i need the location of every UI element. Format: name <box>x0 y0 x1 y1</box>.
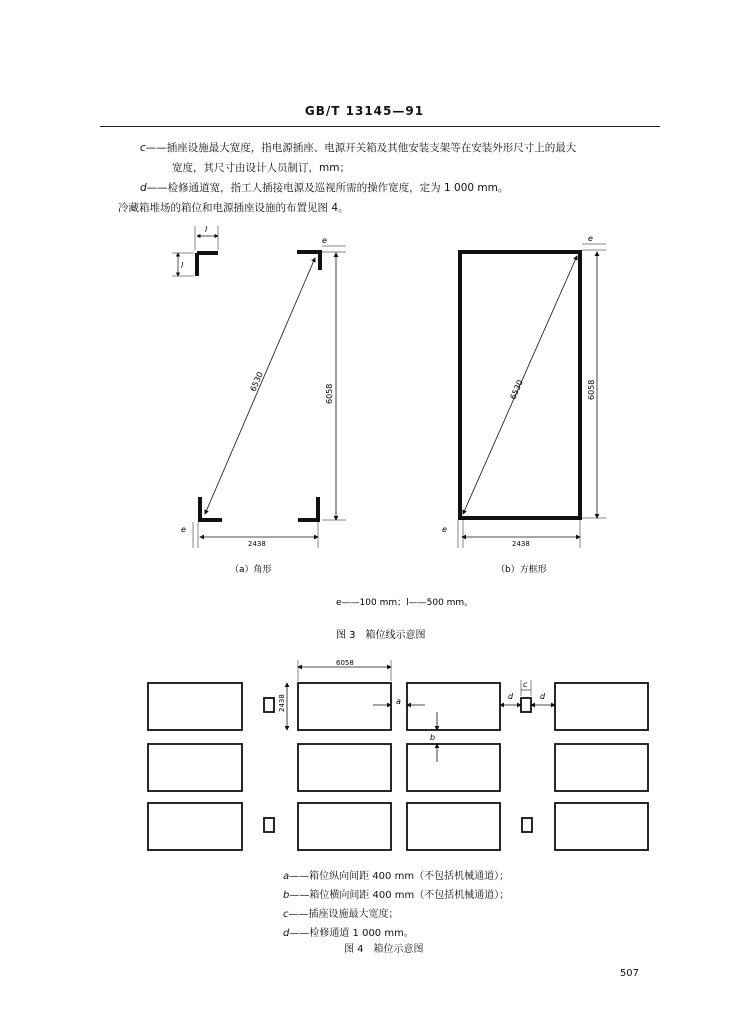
slot-r2c3 <box>407 744 500 791</box>
def-c-text-2: 宽度，其尺寸由设计人员制订，mm； <box>172 162 350 174</box>
fig4-len-label: 6058 <box>336 659 354 667</box>
fig3a-diagonal-dim <box>205 258 315 514</box>
fig4-legend-c <box>283 905 399 920</box>
def-c-symbol: c <box>140 142 146 154</box>
slot-r1c3 <box>407 683 500 730</box>
fig3a-label-e-top: e <box>322 236 327 245</box>
fig4-sockets <box>264 698 532 832</box>
fig4-label-d-left: d <box>508 692 514 701</box>
slot-r1c2 <box>298 683 391 730</box>
fig3-sub-b: （b）方框形 <box>496 565 547 575</box>
corner-legend-sample <box>172 226 218 276</box>
fig3b-label-e-bottom: e <box>442 525 447 534</box>
legend-d-text: ——检修通道 1 000 mm。 <box>289 928 414 939</box>
fig4-label-b: b <box>430 733 436 742</box>
slot-r3c1 <box>148 803 242 850</box>
def-d-symbol: d <box>140 182 147 194</box>
fig4-wid-label: 2438 <box>278 694 286 712</box>
legend-c-symbol: c <box>283 909 289 920</box>
slot-r2c2 <box>298 744 391 791</box>
fig3b-vert-label: 6058 <box>587 379 596 400</box>
socket-1 <box>264 698 274 712</box>
fig4-legend-d <box>283 924 414 939</box>
fig3-sub-a: （a）角形 <box>230 565 272 575</box>
fig3a-label-e-bottom: e <box>181 525 186 534</box>
slot-r1c4 <box>555 683 648 730</box>
legend-a-text: ——箱位纵向间距 400 mm（不包括机械通道）； <box>289 871 510 882</box>
fig4-label-c: c <box>523 680 528 689</box>
legend-a-symbol: a <box>283 871 290 882</box>
fig4-legend-a <box>283 867 509 882</box>
fig3a-horiz-label: 2438 <box>248 540 266 548</box>
fig3-note: e——100 mm；l——500 mm。 <box>336 598 474 608</box>
slot-r3c2 <box>298 803 391 850</box>
fig3a-diag-label: 6530 <box>248 370 265 393</box>
intro-sentence: 冷藏箱堆场的箱位和电源插座设施的布置见图 4。 <box>118 202 349 214</box>
fig3-label-l-side: l <box>181 261 184 270</box>
page-number: 507 <box>619 968 639 979</box>
fig3a-vert-label: 6058 <box>325 383 334 404</box>
fig3-label-l-top: l <box>205 225 208 234</box>
slot-r2c1 <box>148 744 242 791</box>
legend-d-symbol: d <box>283 928 290 939</box>
fig4-label-a: a <box>396 697 401 706</box>
fig4-label-d-right: d <box>540 692 546 701</box>
socket-4 <box>522 818 532 832</box>
socket-3 <box>521 698 531 712</box>
slot-r3c4 <box>555 803 648 850</box>
slot-r1c1 <box>148 683 242 730</box>
slot-r3c3 <box>407 803 500 850</box>
fig3b-label-e-top: e <box>588 234 593 243</box>
def-d-text: ——检修通道宽，指工人插接电源及巡视所需的操作宽度，定为 1 000 mm。 <box>146 182 509 194</box>
socket-2 <box>264 818 274 832</box>
page-header: GB/T 13145—91 <box>304 104 425 118</box>
fig3b-diag-label: 6530 <box>508 378 525 401</box>
def-c-text-1: ——插座设施最大宽度，指电源插座、电源开关箱及其他安装支架等在安装外形尺寸上的最大 <box>145 142 577 154</box>
fig4-slots <box>148 683 648 850</box>
fig4-legend-b <box>283 886 509 901</box>
slot-r2c4 <box>555 744 648 791</box>
fig3-caption: 图 3 箱位线示意图 <box>336 630 426 641</box>
fig4-caption: 图 4 箱位示意图 <box>344 944 424 955</box>
legend-c-text: ——插座设施最大宽度； <box>288 909 399 920</box>
fig3b-horiz-label: 2438 <box>512 540 530 548</box>
legend-b-text: ——箱位横向间距 400 mm（不包括机械通道）； <box>289 890 510 901</box>
legend-b-symbol: b <box>283 890 290 901</box>
